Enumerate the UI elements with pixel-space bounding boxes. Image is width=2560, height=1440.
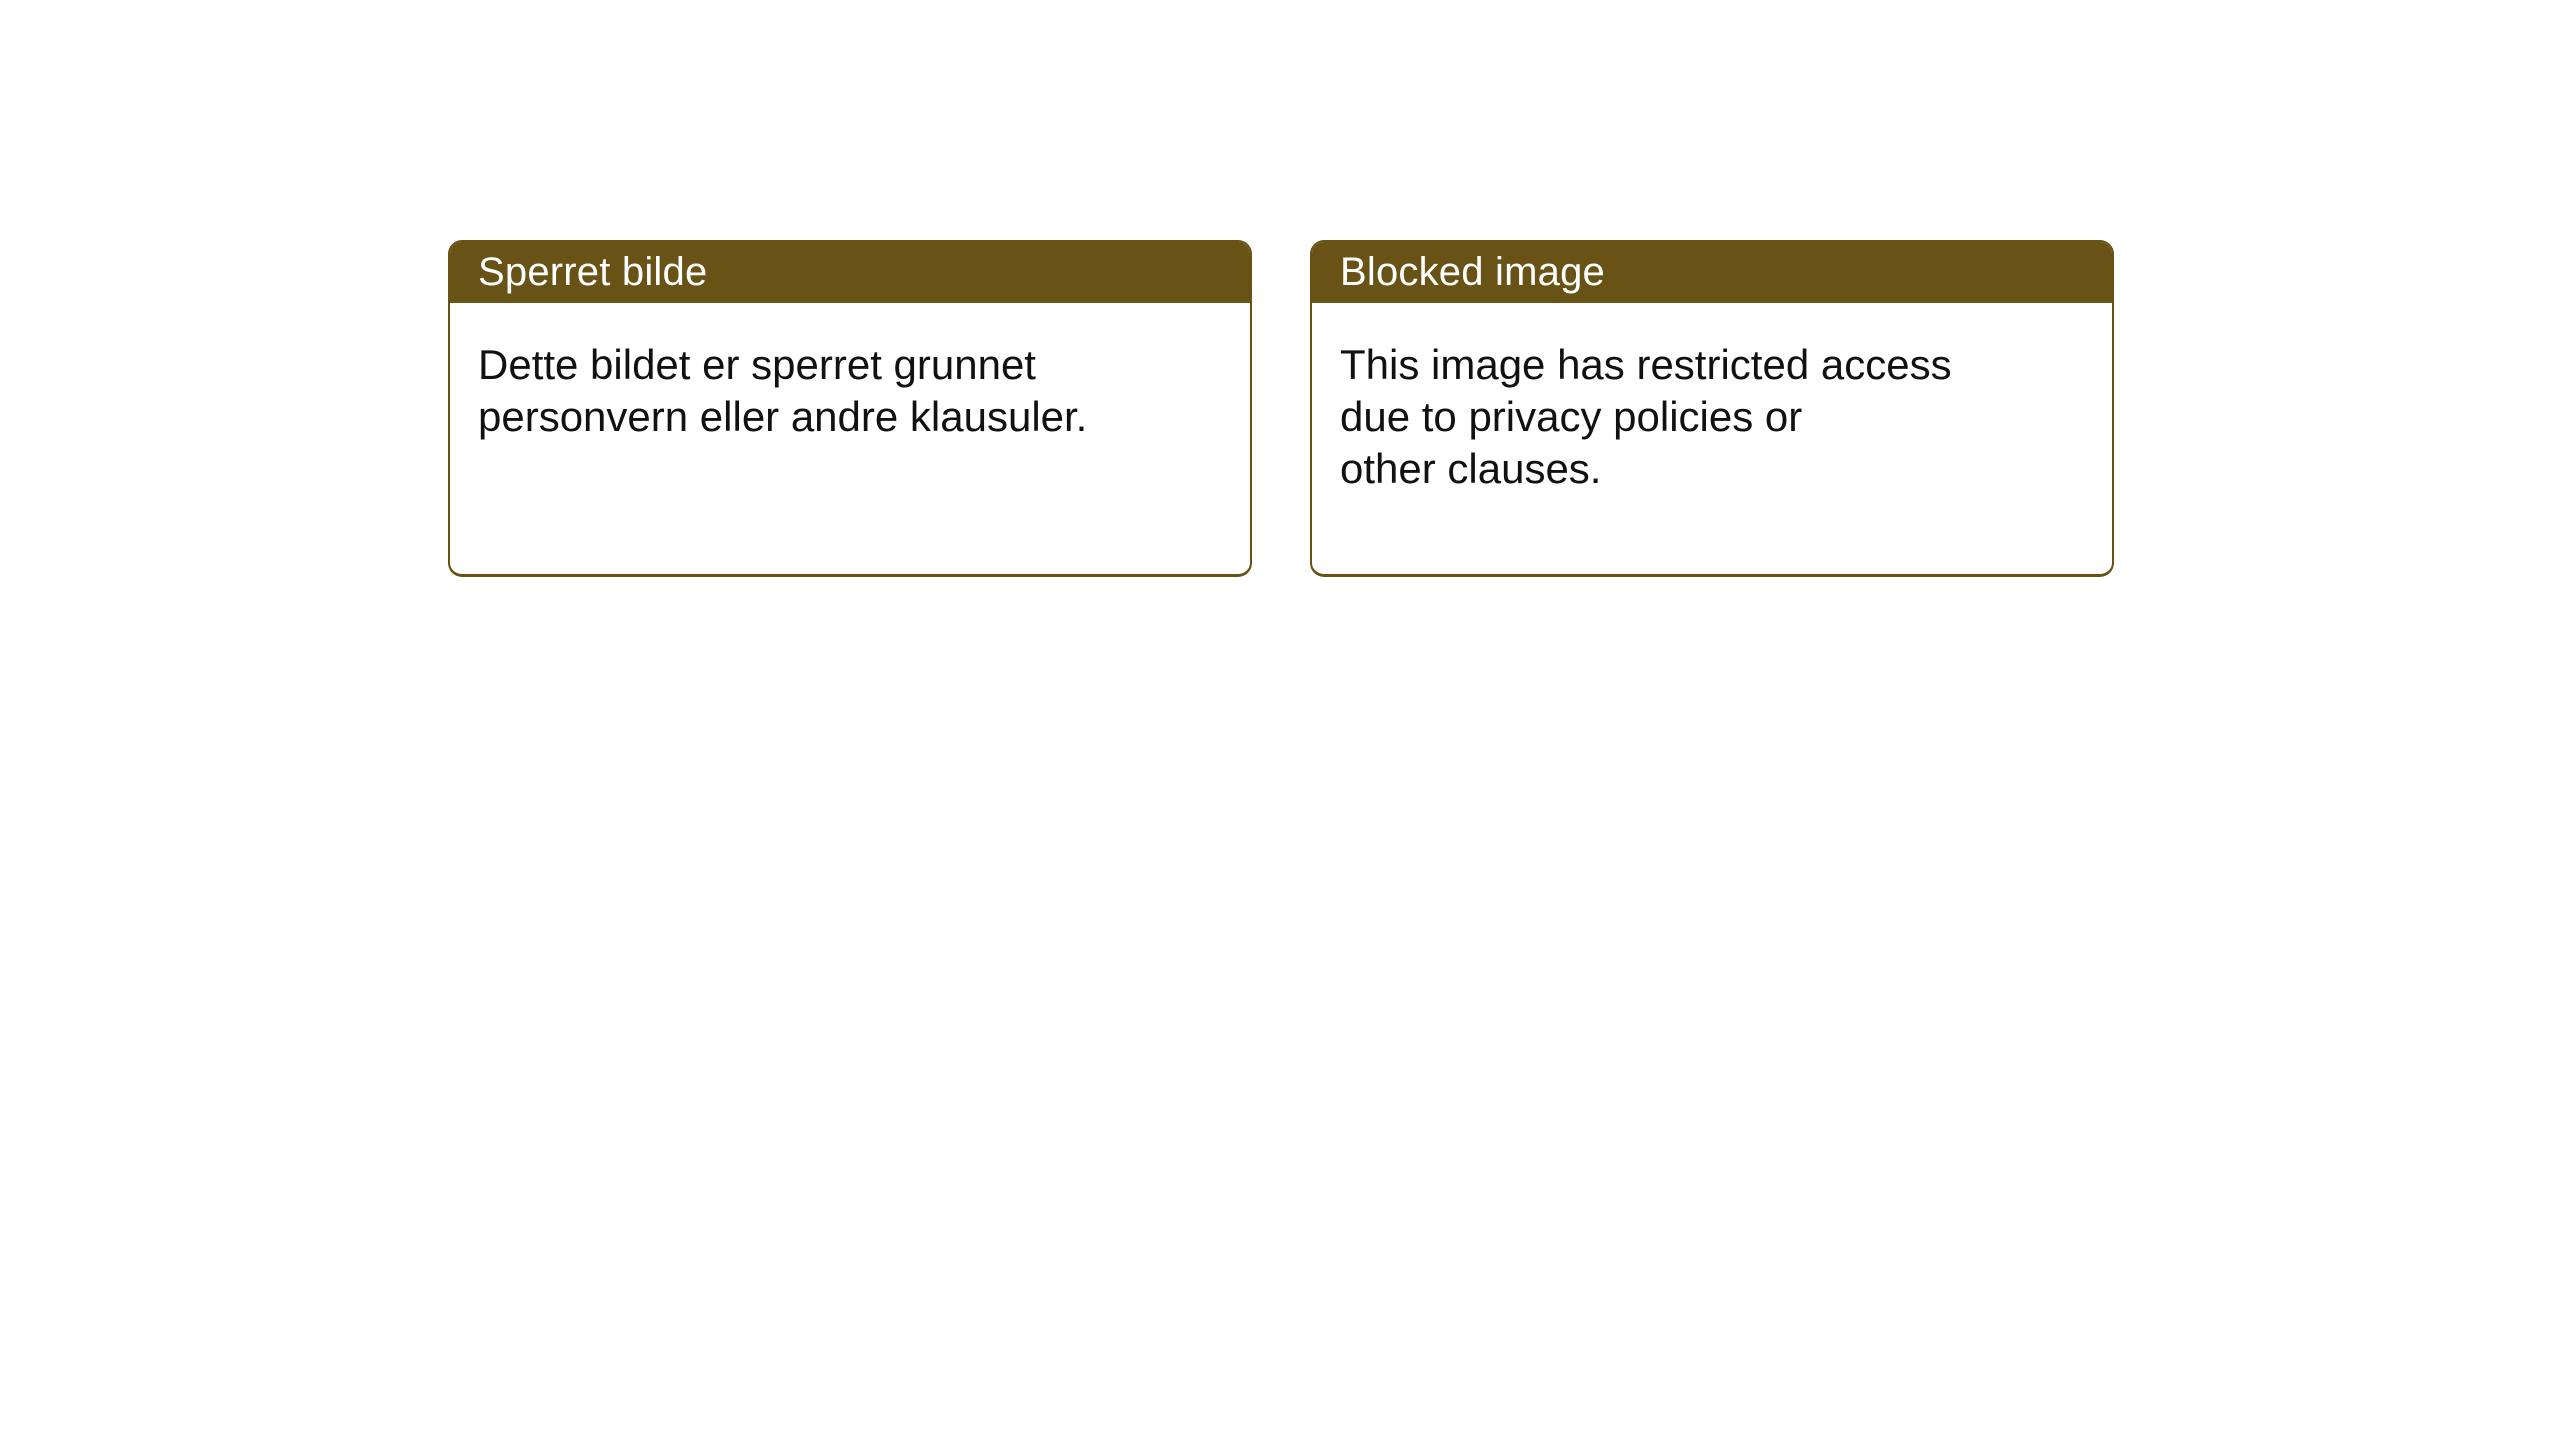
blocked-image-card-english [1310,240,2114,577]
blocked-image-card-norwegian [448,240,1252,577]
card-body-line: personvern eller andre klausuler. [478,393,1088,440]
card-body-line: due to privacy policies or [1340,393,1803,440]
card-title-norwegian: Sperret bilde [478,250,708,294]
card-header-norwegian [450,242,1250,303]
blocked-image-notices [448,240,2114,577]
card-body-english [1312,303,2112,495]
card-body-line: This image has restricted access [1340,341,1952,388]
card-body-norwegian [450,303,1250,443]
card-body-line: other clauses. [1340,445,1602,492]
card-header-english [1312,242,2112,303]
card-title-english: Blocked image [1340,250,1605,294]
card-body-line: Dette bildet er sperret grunnet [478,341,1036,388]
